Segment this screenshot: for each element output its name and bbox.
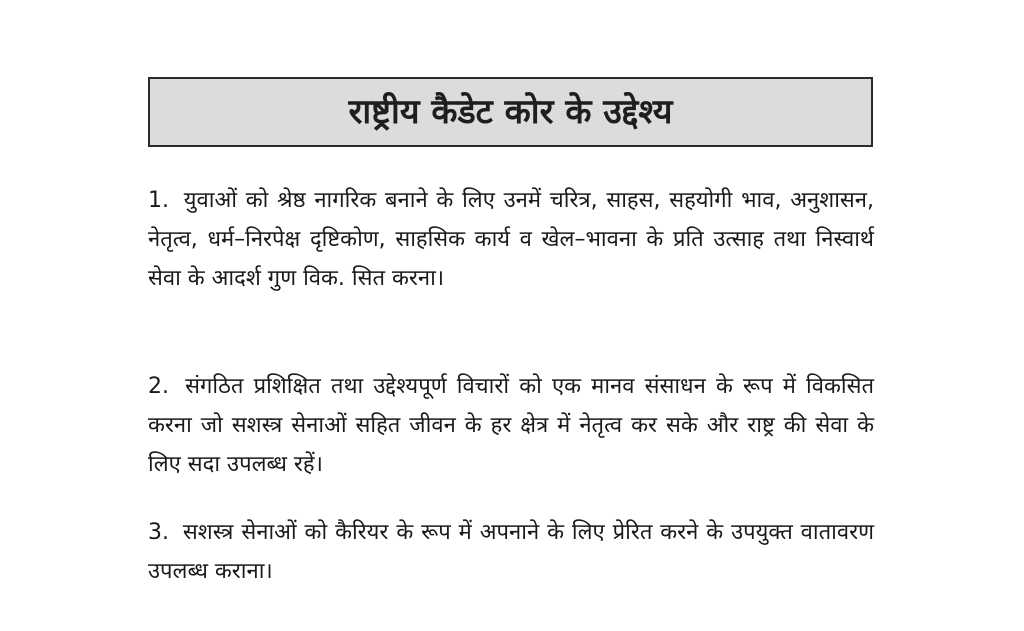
page-title: राष्ट्रीय कैडेट कोर के उद्देश्य	[348, 92, 673, 132]
objective-3	[148, 513, 874, 591]
objective-2-number: 2.	[148, 374, 169, 399]
objective-1	[148, 181, 874, 298]
objective-3-number: 3.	[148, 520, 169, 545]
objective-1-text: युवाओं को श्रेष्ठ नागरिक बनाने के लिए उनमें चरित्र, साहस, सहयोगी भाव, अनुशासन, नेतृत्व, धर्म–निरपेक्ष दृष्टिकोण, साहसिक कार्य व खेल–भावना के प्रति उत्साह तथा निस्वार्थ सेवा के आदर्श गुण विक. सित करना।	[148, 188, 874, 291]
objective-2-text: संगठित प्रशिक्षित तथा उद्देश्यपूर्ण विचारों को एक मानव संसाधन के रूप में विकसित करना जो सशस्त्र सेनाओं सहित जीवन के हर क्षेत्र में नेतृत्व कर सके और राष्ट्र की सेवा के लिए सदा उपलब्ध रहें।	[148, 374, 874, 477]
title-box	[148, 77, 873, 147]
objective-2	[148, 367, 874, 484]
objective-1-number: 1.	[148, 188, 169, 213]
objective-3-text: सशस्त्र सेनाओं को कैरियर के रूप में अपनाने के लिए प्रेरित करने के उपयुक्त वातावरण उपलब्ध कराना।	[148, 520, 874, 584]
